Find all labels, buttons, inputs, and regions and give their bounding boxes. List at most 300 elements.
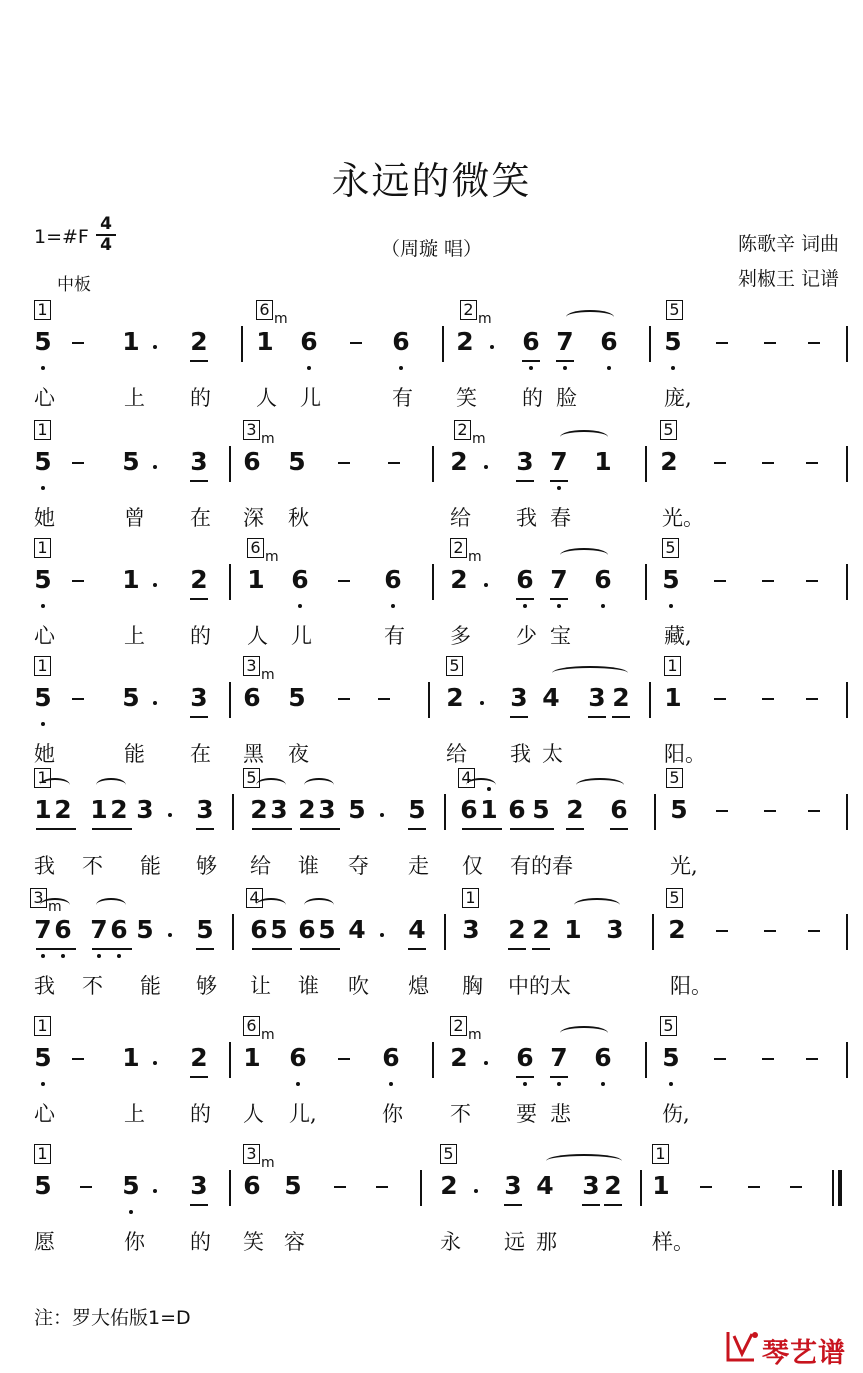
lyric-syllable: 庞,	[664, 386, 692, 410]
tie-arc	[40, 778, 70, 792]
lyric-syllable: 秋	[288, 506, 309, 530]
note: 6	[514, 560, 536, 600]
sustain-dash	[378, 698, 390, 700]
beam-underline	[462, 828, 502, 830]
chord-label	[652, 1144, 669, 1164]
chord-label	[666, 768, 683, 788]
lyric-syllable: 胸	[462, 974, 483, 998]
chord-root: 2	[454, 420, 471, 440]
note: 1	[90, 795, 108, 824]
note: 5	[288, 447, 306, 476]
chord-root: 1	[34, 1016, 51, 1036]
note: 6	[243, 1171, 261, 1200]
lyric-syllable: 那	[536, 1230, 557, 1254]
chord-root: 3	[30, 888, 47, 908]
note: 1	[664, 683, 682, 712]
lyric-syllable: 走	[408, 854, 429, 878]
note: 3	[502, 1166, 524, 1206]
lyric-syllable: 春	[550, 506, 571, 530]
chord-root: 5	[446, 656, 463, 676]
lyric-syllable: 永	[440, 1230, 461, 1254]
lyric-syllable: 的	[190, 1102, 211, 1126]
lyrics-line	[0, 970, 863, 998]
note: 5	[34, 1171, 52, 1200]
note: 1	[478, 790, 500, 830]
lyric-syllable: 儿,	[289, 1102, 317, 1126]
chord-label	[660, 420, 677, 440]
note: 3	[270, 795, 288, 824]
chord-label	[664, 656, 681, 676]
lyric-syllable: 仅	[462, 854, 483, 878]
note: 6	[598, 322, 620, 362]
tie-arc	[566, 310, 614, 324]
notes-line	[0, 1038, 863, 1094]
tie-arc	[560, 548, 608, 562]
chord-root: 5	[662, 538, 679, 558]
note: 4	[406, 910, 428, 950]
tie-arc	[546, 1154, 622, 1168]
note: 2	[450, 565, 468, 594]
note: 5	[270, 915, 288, 944]
bar-line	[444, 794, 446, 830]
bar-line	[232, 914, 234, 950]
lyric-syllable: 熄	[408, 974, 429, 998]
note: 1	[594, 447, 612, 476]
tie-arc	[96, 898, 126, 912]
chord-root: 5	[666, 300, 683, 320]
lyric-syllable: 的	[190, 1230, 211, 1254]
lyric-syllable: 阳。	[664, 742, 706, 766]
note: 5	[32, 678, 54, 718]
lyric-syllable: 心	[34, 386, 55, 410]
chord-minor: m	[472, 431, 486, 447]
sustain-dash	[338, 1058, 350, 1060]
score-row	[0, 888, 863, 1006]
bar-line	[649, 326, 651, 362]
note: 5	[32, 1038, 54, 1078]
note: 6	[508, 795, 526, 824]
lyric-syllable: 不	[82, 854, 103, 878]
note: 5	[136, 915, 154, 944]
bar-line	[432, 446, 434, 482]
bar-line	[229, 1042, 231, 1078]
augmentation-dot	[153, 1061, 157, 1065]
bar-line	[241, 326, 243, 362]
note: 1	[122, 1043, 140, 1072]
note: 1	[256, 327, 274, 356]
score-row	[0, 768, 863, 886]
augmentation-dot	[484, 1061, 488, 1065]
bar-line	[649, 682, 651, 718]
note: 2	[564, 790, 586, 830]
lyric-syllable: 人	[243, 1102, 264, 1126]
tie-arc	[466, 778, 496, 792]
augmentation-dot	[480, 701, 484, 705]
augmentation-dot	[474, 1189, 478, 1193]
note: 1	[243, 1043, 261, 1072]
lyric-syllable: 在	[190, 506, 211, 530]
chord-root: 6	[243, 1016, 260, 1036]
sustain-dash	[716, 930, 728, 932]
lyric-syllable: 夜	[288, 742, 309, 766]
sustain-dash	[764, 342, 776, 344]
bar-line	[846, 564, 848, 600]
lyric-syllable: 能	[124, 742, 145, 766]
note: 2	[188, 560, 210, 600]
chord-root: 4	[458, 768, 475, 788]
sustain-dash	[748, 1186, 760, 1188]
chord-root: 5	[660, 1016, 677, 1036]
note: 2	[602, 1166, 624, 1206]
sustain-dash	[700, 1186, 712, 1188]
lyric-syllable: 光,	[670, 854, 698, 878]
lyric-syllable: 远	[504, 1230, 525, 1254]
sustain-dash	[714, 1058, 726, 1060]
note: 6	[243, 683, 261, 712]
lyric-syllable: 阳。	[670, 974, 712, 998]
bar-line	[229, 564, 231, 600]
notes-line	[0, 322, 863, 378]
note: 5	[660, 1038, 682, 1078]
bar-line	[428, 682, 430, 718]
bar-line	[432, 564, 434, 600]
sustain-dash	[388, 462, 400, 464]
chord-minor: m	[261, 1155, 275, 1171]
score-row	[0, 300, 863, 418]
note: 5	[32, 442, 54, 482]
note: 6	[250, 915, 268, 944]
lyric-syllable: 样。	[652, 1230, 694, 1254]
chord-minor: m	[478, 311, 492, 327]
sustain-dash	[714, 698, 726, 700]
notes-line	[0, 910, 863, 966]
note: 3	[580, 1166, 602, 1206]
tempo-marking: 中板	[57, 275, 91, 295]
augmentation-dot	[153, 465, 157, 469]
chord-minor: m	[265, 549, 279, 565]
bar-line	[229, 446, 231, 482]
chord-minor: m	[468, 549, 482, 565]
lyric-syllable: 有	[392, 386, 413, 410]
note: 2	[188, 322, 210, 362]
note: 7	[88, 910, 110, 950]
lyric-syllable: 给	[446, 742, 467, 766]
note: 2	[54, 795, 72, 824]
note: 6	[382, 560, 404, 600]
tie-arc	[304, 778, 334, 792]
bar-line	[645, 1042, 647, 1078]
note: 1	[122, 565, 140, 594]
lyrics-line	[0, 502, 863, 530]
tie-arc	[576, 778, 624, 792]
note: 5	[284, 1171, 302, 1200]
lyrics-line	[0, 1226, 863, 1254]
tie-arc	[256, 898, 286, 912]
score-row	[0, 1144, 863, 1262]
lyric-syllable: 谁	[298, 974, 319, 998]
note: 6	[460, 795, 478, 824]
note: 5	[32, 560, 54, 600]
tie-arc	[304, 898, 334, 912]
note: 7	[32, 910, 54, 950]
chord-label	[34, 656, 51, 676]
chord-root: 2	[450, 1016, 467, 1036]
lyric-syllable: 不	[450, 1102, 471, 1126]
bar-line	[442, 326, 444, 362]
sustain-dash	[376, 1186, 388, 1188]
augmentation-dot	[484, 465, 488, 469]
bar-line	[846, 794, 848, 830]
sustain-dash	[764, 810, 776, 812]
note: 6	[390, 322, 412, 362]
note: 3	[514, 442, 536, 482]
chord-root: 1	[664, 656, 681, 676]
tie-arc	[560, 1026, 608, 1040]
lyric-syllable: 要	[516, 1102, 537, 1126]
lyric-syllable: 容	[284, 1230, 305, 1254]
note: 7	[548, 560, 570, 600]
bar-line	[640, 1170, 642, 1206]
note: 2	[660, 447, 678, 476]
bar-line	[229, 682, 231, 718]
chord-root: 3	[243, 1144, 260, 1164]
lyric-syllable: 你	[124, 1230, 145, 1254]
chord-label	[34, 1144, 51, 1164]
lyric-syllable: 笑	[456, 386, 477, 410]
lyric-syllable: 在	[190, 742, 211, 766]
note: 2	[450, 1043, 468, 1072]
time-signature-bottom: 4	[100, 235, 112, 255]
chord-root: 1	[34, 768, 51, 788]
note: 2	[450, 447, 468, 476]
note: 2	[298, 795, 316, 824]
chord-root: 1	[34, 538, 51, 558]
note: 2	[506, 910, 528, 950]
note: 6	[243, 447, 261, 476]
bar-line	[654, 794, 656, 830]
bar-line	[645, 564, 647, 600]
beam-underline	[252, 828, 292, 830]
sustain-dash	[714, 462, 726, 464]
lyric-syllable: 吹	[348, 974, 369, 998]
lyric-syllable: 我	[34, 854, 55, 878]
sustain-dash	[72, 342, 84, 344]
lyric-syllable: 够	[196, 854, 217, 878]
notes-line	[0, 790, 863, 846]
note: 3	[606, 915, 624, 944]
chord-label	[666, 300, 683, 320]
chord-root: 3	[243, 656, 260, 676]
lyric-syllable: 有的春	[510, 854, 573, 878]
lyric-syllable: 藏,	[664, 624, 692, 648]
note: 4	[536, 1171, 554, 1200]
bar-line	[229, 1170, 231, 1206]
beam-underline	[252, 948, 292, 950]
note: 5	[532, 795, 550, 824]
sustain-dash	[334, 1186, 346, 1188]
sustain-dash	[762, 1058, 774, 1060]
note: 1	[652, 1171, 670, 1200]
notes-line	[0, 560, 863, 616]
singer-credit: （周璇 唱）	[380, 238, 483, 260]
lyric-syllable: 的	[190, 624, 211, 648]
score-row	[0, 1016, 863, 1134]
note: 5	[670, 795, 688, 824]
chord-root: 3	[243, 420, 260, 440]
note: 3	[462, 915, 480, 944]
sustain-dash	[714, 580, 726, 582]
lyric-syllable: 谁	[298, 854, 319, 878]
lyrics-line	[0, 382, 863, 410]
chord-root: 4	[246, 888, 263, 908]
lyric-syllable: 给	[450, 506, 471, 530]
score-row	[0, 656, 863, 774]
note: 7	[548, 1038, 570, 1078]
lyric-syllable: 能	[140, 974, 161, 998]
footnote: 注：罗大佑版1=D	[34, 1307, 191, 1329]
note: 2	[456, 327, 474, 356]
lyric-syllable: 上	[124, 624, 145, 648]
note: 5	[288, 683, 306, 712]
note: 5	[406, 790, 428, 830]
lyric-syllable: 曾	[124, 506, 145, 530]
score-row	[0, 538, 863, 656]
chord-root: 1	[34, 420, 51, 440]
sustain-dash	[806, 698, 818, 700]
lyric-syllable: 夺	[348, 854, 369, 878]
lyric-syllable: 心	[34, 1102, 55, 1126]
chord-root: 5	[660, 420, 677, 440]
transcriber-credit: 剁椒王 记谱	[737, 268, 839, 290]
chord-root: 5	[666, 768, 683, 788]
bar-line	[846, 1042, 848, 1078]
chord-root: 6	[256, 300, 273, 320]
note: 5	[122, 683, 140, 712]
sustain-dash	[790, 1186, 802, 1188]
sustain-dash	[80, 1186, 92, 1188]
note: 2	[668, 915, 686, 944]
beam-underline	[36, 828, 76, 830]
bar-line	[232, 794, 234, 830]
note: 3	[194, 790, 216, 830]
note: 6	[380, 1038, 402, 1078]
sustain-dash	[338, 580, 350, 582]
note: 6	[52, 910, 74, 950]
note: 6	[298, 915, 316, 944]
note: 2	[446, 683, 464, 712]
sustain-dash	[72, 462, 84, 464]
tie-arc	[552, 666, 628, 680]
lyric-syllable: 人	[256, 386, 277, 410]
sustain-dash	[806, 580, 818, 582]
lyric-syllable: 愿	[34, 1230, 55, 1254]
note: 6	[514, 1038, 536, 1078]
beam-underline	[300, 828, 340, 830]
logo-text: 琴艺谱	[762, 1338, 846, 1369]
note: 5	[660, 560, 682, 600]
time-signature-top: 4	[100, 214, 112, 234]
lyric-syllable: 她	[34, 506, 55, 530]
lyric-syllable: 儿	[291, 624, 312, 648]
note: 6	[298, 322, 320, 362]
lyric-syllable: 脸	[556, 386, 577, 410]
beam-underline	[510, 828, 554, 830]
chord-root: 5	[666, 888, 683, 908]
lyric-syllable: 能	[140, 854, 161, 878]
bar-line	[846, 914, 848, 950]
chord-minor: m	[261, 667, 275, 683]
chord-root: 1	[34, 300, 51, 320]
chord-label	[666, 888, 683, 908]
augmentation-dot	[484, 583, 488, 587]
lyric-syllable: 伤,	[662, 1102, 690, 1126]
note: 3	[508, 678, 530, 718]
lyric-syllable: 少	[516, 624, 537, 648]
sustain-dash	[762, 580, 774, 582]
lyric-syllable: 够	[196, 974, 217, 998]
chord-label	[446, 656, 463, 676]
note: 6	[592, 1038, 614, 1078]
chord-root: 1	[34, 1144, 51, 1164]
chord-label	[462, 888, 479, 908]
augmentation-dot	[168, 933, 172, 937]
final-bar-line	[838, 1170, 842, 1206]
lyric-syllable: 我	[516, 506, 537, 530]
beam-underline	[92, 948, 132, 950]
lyric-syllable: 深	[243, 506, 264, 530]
note: 6	[608, 790, 630, 830]
augmentation-dot	[380, 813, 384, 817]
sustain-dash	[762, 462, 774, 464]
note: 6	[520, 322, 542, 362]
bar-line	[652, 914, 654, 950]
lyric-syllable: 的	[522, 386, 543, 410]
note: 2	[188, 1038, 210, 1078]
sustain-dash	[72, 698, 84, 700]
notes-line	[0, 678, 863, 734]
note: 5	[120, 1166, 142, 1206]
chord-label	[440, 1144, 457, 1164]
sustain-dash	[808, 810, 820, 812]
chord-root: 1	[462, 888, 479, 908]
note: 2	[610, 678, 632, 718]
note: 6	[108, 910, 130, 950]
lyric-syllable: 你	[382, 1102, 403, 1126]
augmentation-dot	[153, 345, 157, 349]
bar-line	[846, 682, 848, 718]
tie-arc	[96, 778, 126, 792]
note: 5	[32, 322, 54, 362]
lyric-syllable: 悲	[550, 1102, 571, 1126]
chord-label	[34, 420, 51, 440]
lyrics-line	[0, 1098, 863, 1126]
lyrics-line	[0, 850, 863, 878]
note: 3	[188, 678, 210, 718]
note: 6	[289, 560, 311, 600]
note: 7	[548, 442, 570, 482]
sustain-dash	[72, 1058, 84, 1060]
lyric-syllable: 她	[34, 742, 55, 766]
lyric-syllable: 的	[190, 386, 211, 410]
notes-line	[0, 1166, 863, 1222]
note: 5	[318, 915, 336, 944]
chord-label	[34, 538, 51, 558]
sustain-dash	[338, 462, 350, 464]
sustain-dash	[338, 698, 350, 700]
note: 2	[530, 910, 552, 950]
chord-minor: m	[261, 431, 275, 447]
sustain-dash	[808, 342, 820, 344]
